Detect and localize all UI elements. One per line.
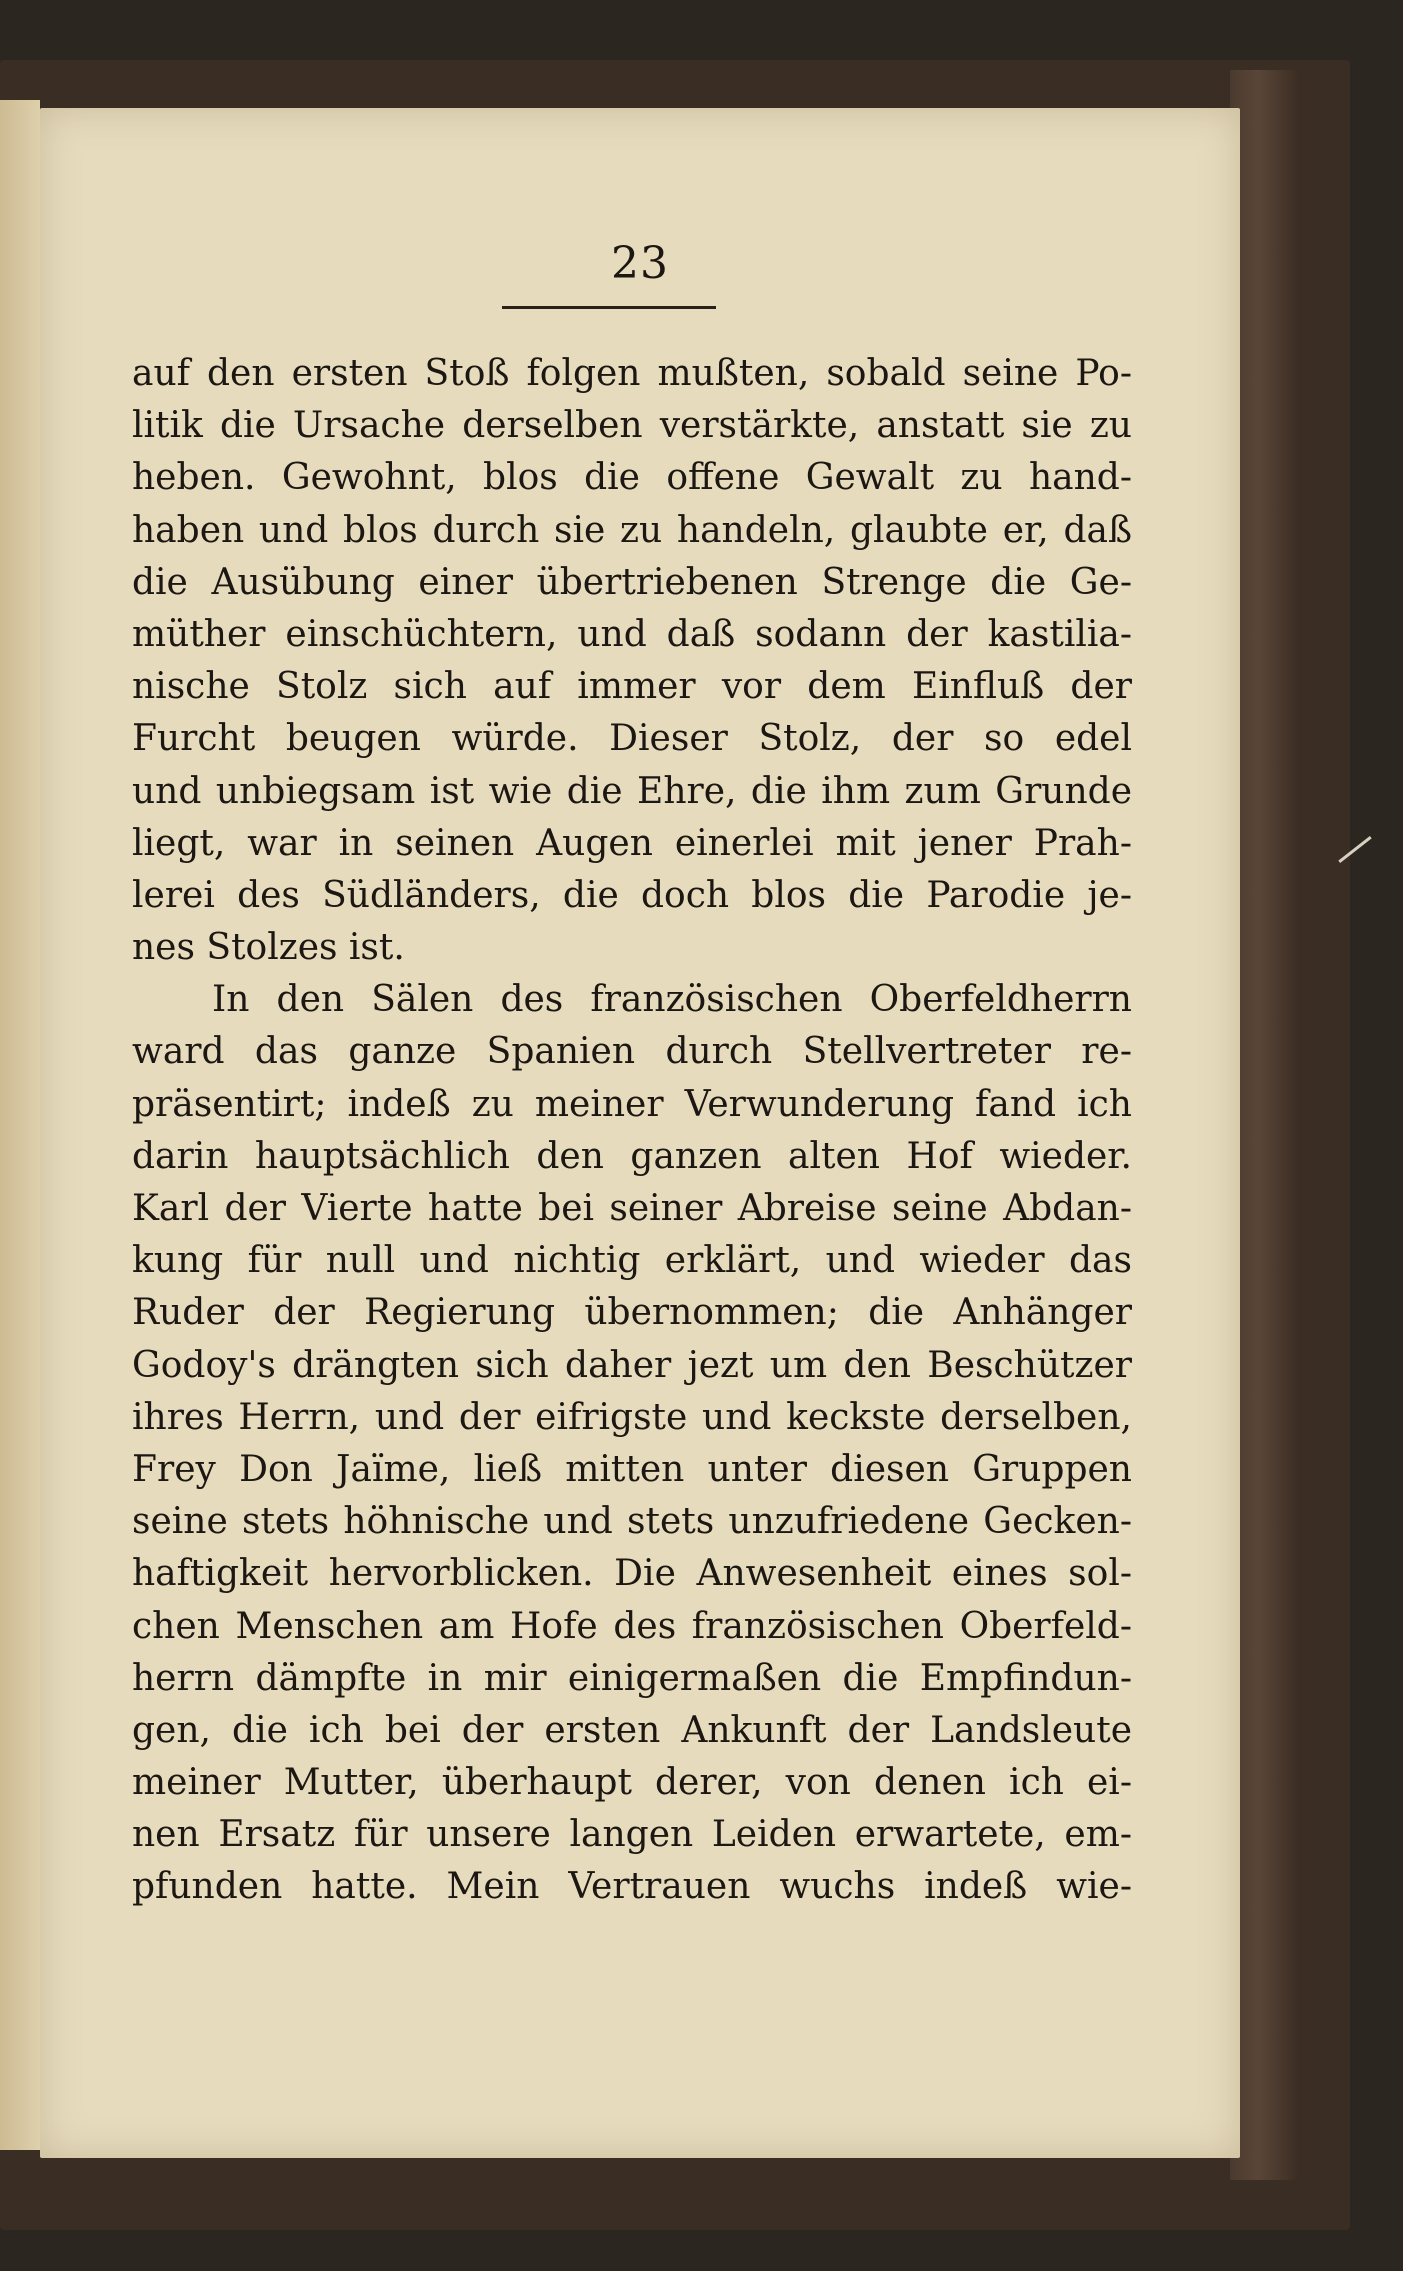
text-line: meiner Mutter, überhaupt derer, von denen ich ei- [132, 1762, 1132, 1804]
text-line: seine stets höhnische und stets unzufriedene Gecken- [132, 1501, 1132, 1543]
text-line: haben und blos durch sie zu handeln, glaubte er, daß [132, 509, 1132, 551]
text-line: Frey Don Jaïme, ließ mitten unter diesen Gruppen [132, 1448, 1132, 1490]
text-line: darin hauptsächlich den ganzen alten Hof wieder. [132, 1135, 1132, 1177]
text-line: präsentirt; indeß zu meiner Verwunderung fand ich [132, 1083, 1132, 1125]
page-text [132, 348, 1132, 1914]
text-line: die Ausübung einer übertriebenen Strenge die Ge- [132, 561, 1132, 603]
text-line: liegt, war in seinen Augen einerlei mit jener Prah- [132, 822, 1132, 864]
text-line: ihres Herrn, und der eifrigste und keckste derselben, [132, 1396, 1132, 1438]
book-cover-edge [1230, 70, 1300, 2180]
text-line: pfunden hatte. Mein Vertrauen wuchs indeß wie- [132, 1866, 1132, 1908]
text-line: Furcht beugen würde. Dieser Stolz, der so edel [132, 718, 1132, 760]
facing-page-edge [0, 100, 40, 2150]
book-page [40, 108, 1240, 2158]
header-rule [502, 306, 716, 309]
page-number: 23 [611, 238, 669, 289]
text-line: gen, die ich bei der ersten Ankunft der Landsleute [132, 1709, 1132, 1751]
text-line: Ruder der Regierung übernommen; die Anhänger [132, 1292, 1132, 1334]
text-line: haftigkeit hervorblicken. Die Anwesenheit eines sol- [132, 1553, 1132, 1595]
text-line: nes Stolzes ist. [132, 927, 405, 969]
text-line: herrn dämpfte in mir einigermaßen die Empfindun- [132, 1657, 1132, 1699]
text-line: nische Stolz sich auf immer vor dem Einfluß der [132, 666, 1132, 708]
text-line: nen Ersatz für unsere langen Leiden erwartete, em- [132, 1814, 1132, 1856]
text-line: kung für null und nichtig erklärt, und wieder das [132, 1240, 1132, 1282]
text-line: chen Menschen am Hofe des französischen Oberfeld- [132, 1605, 1132, 1647]
text-line: und unbiegsam ist wie die Ehre, die ihm zum Grunde [132, 770, 1132, 812]
text-line: auf den ersten Stoß folgen mußten, sobald seine Po- [132, 353, 1132, 394]
text-line: heben. Gewohnt, blos die offene Gewalt zu hand- [132, 457, 1132, 499]
text-line: Godoy's drängten sich daher jezt um den Beschützer [132, 1344, 1132, 1386]
text-line: In den Sälen des französischen Oberfeldherrn [212, 979, 1132, 1021]
text-line: Karl der Vierte hatte bei seiner Abreise seine Abdan- [132, 1188, 1132, 1229]
text-line: müther einschüchtern, und daß sodann der kastilia- [132, 613, 1132, 655]
text-line: lerei des Südländers, die doch blos die Parodie je- [132, 874, 1132, 916]
text-line: ward das ganze Spanien durch Stellvertreter re- [132, 1031, 1132, 1073]
text-line: litik die Ursache derselben verstärkte, anstatt sie zu [132, 405, 1132, 447]
